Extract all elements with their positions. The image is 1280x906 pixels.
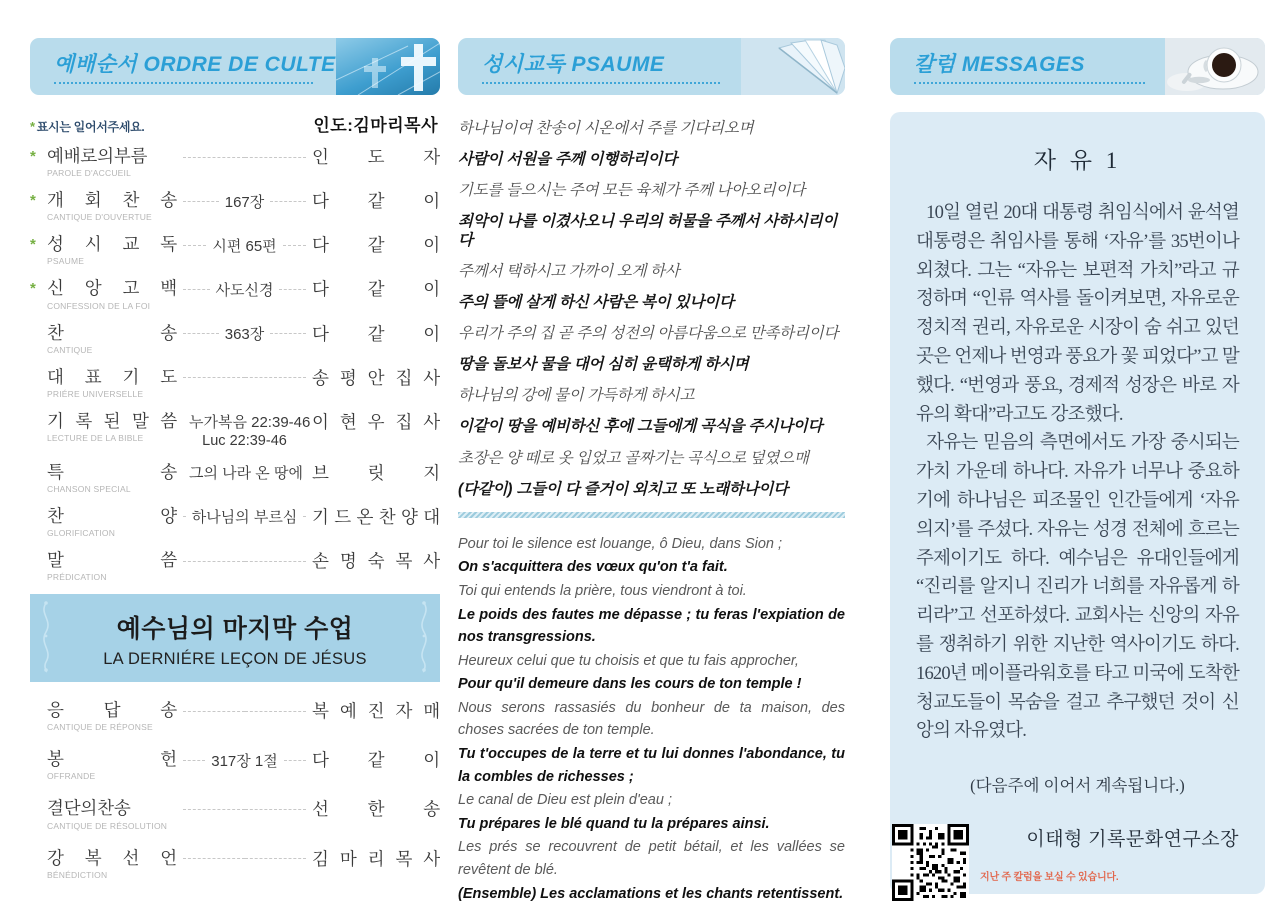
header-text-area xyxy=(890,38,1165,95)
worship-order-list xyxy=(30,146,440,582)
dashed-leader-line xyxy=(284,760,306,761)
order-item-label-korean: 신 앙 고 백 xyxy=(47,278,177,299)
worship-order-row xyxy=(30,278,440,310)
order-item-label xyxy=(47,550,177,582)
sermon-title-korean: 예수님의 마지막 수업 xyxy=(116,615,354,644)
asterisk-icon xyxy=(30,367,47,369)
order-item-performer: 김 마 리 목 사 xyxy=(312,848,440,869)
book-photo-image xyxy=(741,38,845,95)
psalm-line-korean: 이같이 땅을 예비하신 후에 그들에게 곡식을 주시나이다 xyxy=(458,418,823,436)
dashed-leader-line xyxy=(279,289,306,290)
order-item-label-korean: 기 록 된 말 씀 xyxy=(47,410,177,431)
order-item-label-french: CANTIQUE DE RÉPONSE xyxy=(47,722,153,733)
psalm-line-korean: 하나님의 강에 물이 가득하게 하시고 xyxy=(458,387,695,405)
order-item-label xyxy=(47,700,177,732)
qr-code xyxy=(892,824,969,901)
psalm-korean-lines xyxy=(458,120,845,499)
psalm-line-korean: 죄악이 나를 이겼사오니 우리의 허물을 주께서 사하시리이다 xyxy=(458,213,838,249)
messages-header xyxy=(890,38,1265,95)
order-item-label-french: CANTIQUE xyxy=(47,344,93,355)
psalm-line-french: Pour qu'il demeure dans les cours de ton temple ! xyxy=(458,676,802,693)
order-item-label-korean: 결단의찬송 xyxy=(47,798,131,819)
dashed-leader-line xyxy=(245,377,307,378)
worship-order-row xyxy=(30,749,440,781)
dashed-leader-line xyxy=(183,858,245,859)
dashed-leader-line xyxy=(183,809,245,810)
order-item-detail xyxy=(177,146,312,168)
order-item-value: 363장 xyxy=(224,326,265,343)
order-item-performer: 송 평 안 집 사 xyxy=(312,367,440,388)
order-item-label-korean: 찬 송 xyxy=(47,322,177,343)
order-item-detail xyxy=(177,278,312,300)
psalm-line-french: On s'acquittera des vœux qu'on t'a fait. xyxy=(458,559,728,576)
order-item-label xyxy=(47,462,177,494)
order-item-value: 시편 65편 xyxy=(212,237,277,255)
psalm-line-korean: 주의 뜰에 살게 하신 사람은 복이 있나이다 xyxy=(458,294,734,312)
article-author: 이태형 기록문화연구소장 xyxy=(1026,829,1239,851)
order-item-detail xyxy=(177,323,312,345)
cross-photo-image xyxy=(336,38,440,95)
dashed-leader-line xyxy=(183,561,245,562)
order-item-label-french: CONFESSION DE LA FOI xyxy=(47,300,151,311)
sermon-title-box xyxy=(30,594,440,682)
dashed-leader-line xyxy=(183,333,219,334)
asterisk-icon xyxy=(30,848,47,850)
dashed-leader-line xyxy=(183,377,245,378)
psalm-line-korean: 우리가 주의 집 곧 주의 성전의 아름다움으로 만족하리이다 xyxy=(458,325,839,343)
asterisk-icon xyxy=(30,506,47,508)
order-item-label-korean: 찬 양 xyxy=(47,505,177,526)
order-item-detail xyxy=(177,190,312,212)
order-item-value: 167장 xyxy=(224,193,265,211)
header-text-area xyxy=(458,38,741,95)
order-item-label-korean: 강 복 선 언 xyxy=(47,847,177,868)
order-item-detail xyxy=(177,234,312,256)
asterisk-icon xyxy=(30,550,47,552)
dashed-leader-line xyxy=(270,201,306,202)
order-item-label-korean: 특 송 xyxy=(47,461,177,482)
order-item-value: 그의 나라 온 땅에 xyxy=(189,465,303,483)
psalm-line-korean: 땅을 돌보사 물을 대어 심히 윤택하게 하시며 xyxy=(458,356,749,374)
order-item-detail xyxy=(177,462,312,484)
worship-order-row xyxy=(30,323,440,355)
dashed-leader-line xyxy=(270,333,306,334)
order-item-detail xyxy=(177,411,312,450)
psalm-line-korean: 기도를 들으시는 주여 모든 육체가 주께 나아오리이다 xyxy=(458,182,806,200)
asterisk-icon xyxy=(30,700,47,702)
flourish-ornament-icon xyxy=(413,600,435,673)
order-item-detail xyxy=(177,749,312,771)
messages-column xyxy=(890,38,1265,894)
order-item-detail xyxy=(177,798,312,820)
order-of-worship-title: 예배순서 ORDRE DE CULTE xyxy=(54,53,336,76)
dotted-rule xyxy=(482,81,720,84)
dashed-leader-line xyxy=(303,516,306,517)
to-be-continued-note: (다음주에 이어서 계속됩니다.) xyxy=(970,776,1185,796)
order-item-label-french: PAROLE D'ACCUEIL xyxy=(47,168,132,179)
order-item-detail xyxy=(177,700,312,722)
psalm-line-french: Heureux celui que tu choisis et que tu fais approcher, xyxy=(458,652,799,669)
sermon-title-french: LA DERNIÉRE LEÇON DE JÉSUS xyxy=(103,650,367,669)
psalm-line-korean: 하나님이여 찬송이 시온에서 주를 기다리오며 xyxy=(458,120,754,137)
psalm-line-french: Tu prépares le blé quand tu la prépares ainsi. xyxy=(458,815,770,832)
order-item-value: 하나님의 부르심 xyxy=(191,509,298,527)
order-item-label-korean: 성 시 교 독 xyxy=(47,234,177,255)
order-item-label-french: BÉNÉDICTION xyxy=(47,869,108,880)
dashed-leader-line xyxy=(245,561,307,562)
worship-order-row xyxy=(30,190,440,222)
psalm-line-french: Les prés se recouvrent de petit bétail, et les vallées se revêtent de blé. xyxy=(458,839,845,879)
order-item-label xyxy=(47,367,177,399)
order-item-label-korean: 봉 헌 xyxy=(47,749,177,770)
psalm-line-korean: 주께서 택하시고 가까이 오게 하사 xyxy=(458,262,680,280)
psalm-line-french: (Ensemble) Les acclamations et les chants retentissent. xyxy=(458,885,844,902)
order-item-label-korean: 말 씀 xyxy=(47,550,177,570)
order-item-label xyxy=(47,146,177,178)
psalm-line-korean: 사람이 서원을 주께 이행하리이다 xyxy=(458,151,678,169)
psalm-line-french: Le canal de Dieu est plein d'eau ; xyxy=(458,792,672,809)
order-item-label xyxy=(47,749,177,781)
worship-order-row xyxy=(30,506,440,538)
coffee-photo-image xyxy=(1165,38,1265,95)
order-item-label xyxy=(47,234,177,266)
order-item-label-french: PSAUME xyxy=(47,256,85,267)
dashed-leader-line xyxy=(245,809,307,810)
order-item-performer: 다 같 이 xyxy=(312,279,440,300)
order-item-value-secondary: Luc 22:39-46 xyxy=(202,432,287,449)
asterisk-icon: * xyxy=(30,119,35,134)
order-item-performer: 다 같 이 xyxy=(312,750,440,771)
asterisk-icon: * xyxy=(30,192,36,210)
dotted-rule xyxy=(914,81,1145,84)
order-item-label-french: LECTURE DE LA BIBLE xyxy=(47,432,144,443)
order-item-performer: 손 명 숙 목 사 xyxy=(312,551,440,571)
psalm-line-korean: 초장은 양 떼로 옷 입었고 골짜기는 곡식으로 덮였으매 xyxy=(458,449,809,467)
order-item-detail xyxy=(177,848,312,870)
asterisk-icon: * xyxy=(30,280,36,298)
asterisk-icon xyxy=(30,323,47,325)
hatched-divider xyxy=(458,512,845,518)
worship-order-row xyxy=(30,550,440,582)
dashed-leader-line xyxy=(183,157,245,158)
order-item-performer: 다 같 이 xyxy=(312,323,440,344)
psalm-header xyxy=(458,38,845,95)
order-item-detail xyxy=(177,550,312,572)
order-item-label-korean: 대 표 기 도 xyxy=(47,366,177,387)
order-item-value: 사도신경 xyxy=(215,281,274,299)
worship-order-row xyxy=(30,146,440,178)
psalm-line-french: Le poids des fautes me dépasse ; tu feras l'expiation de nos transgressions. xyxy=(458,606,845,646)
worship-order-row xyxy=(30,462,440,494)
service-leader: 인도:김마리목사 xyxy=(313,116,438,135)
order-item-label-french: GLORIFICATION xyxy=(47,528,116,538)
order-item-label-french: CANTIQUE DE RÉSOLUTION xyxy=(47,820,168,831)
worship-order-row xyxy=(30,234,440,266)
psalm-line-korean: (다같이) 그들이 다 즐거이 외치고 또 노래하나이다 xyxy=(458,480,789,498)
order-item-detail xyxy=(177,506,312,528)
order-item-performer: 선 한 송 xyxy=(312,799,440,820)
worship-order-list-closing xyxy=(30,700,440,880)
dotted-rule xyxy=(54,81,313,84)
dashed-leader-line xyxy=(245,157,307,158)
dashed-leader-line xyxy=(245,858,307,859)
article-paragraph: 자유는 믿음의 측면에서도 가장 중시되는 가치 가운데 하나다. 자유가 너무나 중요하기에 하나님은 피조물인 인간들에게 ‘자유의지’를 주셨다. 자유는 성경 전체에 흐르는 주제이기도 하다. 예수님은 유대인들에게 “진리를 알지니 진리가 너희를 자유롭게 하리라”고 선포하셨다. 교회사는 신앙의 자유를 쟁취하기 위한 지난한 역사이기도 하다. 1620년 메이플라워호를 타고 미국에 도착한 청교도들이 목숨을 걸고 추구했던 것이 신앙의 자유였다. xyxy=(916,433,1239,742)
psalm-column xyxy=(458,38,845,906)
dashed-leader-line xyxy=(183,289,210,290)
order-of-worship-header xyxy=(30,38,440,95)
psalm-line-french: Tu t'occupes de la terre et tu lui donnes l'abondance, tu la combles de richesses ; xyxy=(458,746,845,785)
worship-order-row xyxy=(30,848,440,880)
order-item-label-french: OFFRANDE xyxy=(47,771,96,782)
qr-caption: 지난 주 칼럼을 보실 수 있습니다. xyxy=(980,872,1119,883)
order-item-detail xyxy=(177,367,312,389)
column-article-box xyxy=(890,112,1265,894)
order-of-worship-column xyxy=(30,38,440,897)
stand-notice xyxy=(30,118,144,135)
asterisk-icon xyxy=(30,798,47,800)
psalm-line-french: Toi qui entends la prière, tous viendront à toi. xyxy=(458,582,747,599)
psalm-line-french: Pour toi le silence est louange, ô Dieu, dans Sion ; xyxy=(458,535,783,552)
asterisk-icon xyxy=(30,462,47,464)
psalm-title: 성시교독 PSAUME xyxy=(482,53,665,76)
dashed-leader-line xyxy=(183,245,206,246)
order-subheader xyxy=(30,111,438,136)
psalm-french-lines xyxy=(458,533,845,906)
dashed-leader-line xyxy=(183,760,205,761)
psalm-line-french: Nous serons rassasiés du bonheur de ta maison, des choses sacrées de ton temple. xyxy=(458,699,845,739)
order-item-label xyxy=(47,798,177,830)
worship-order-row xyxy=(30,367,440,399)
dashed-leader-line xyxy=(183,711,245,712)
stand-notice-text: 표시는 일어서주세요. xyxy=(36,120,145,134)
order-item-label-korean: 개 회 찬 송 xyxy=(47,190,177,211)
order-item-performer: 복 예 진 자 매 xyxy=(312,701,440,722)
worship-order-row xyxy=(30,798,440,830)
order-item-performer: 다 같 이 xyxy=(312,191,440,212)
order-item-label-korean: 예배로의부름 xyxy=(47,146,148,166)
worship-order-row xyxy=(30,411,440,450)
asterisk-icon: * xyxy=(30,148,36,165)
order-item-label xyxy=(47,278,177,310)
dashed-leader-line xyxy=(183,201,219,202)
article-title: 자 유 1 xyxy=(1033,148,1122,173)
dashed-leader-line xyxy=(283,245,306,246)
order-item-performer: 인 도 자 xyxy=(312,147,440,167)
order-item-label xyxy=(47,323,177,355)
order-item-value: 누가복음 22:39-46 xyxy=(189,414,311,432)
asterisk-icon xyxy=(30,411,47,413)
flourish-ornament-icon xyxy=(35,600,57,673)
dashed-leader-line xyxy=(245,711,307,712)
order-item-label xyxy=(47,190,177,222)
order-item-label-korean: 응 답 송 xyxy=(47,700,177,721)
asterisk-icon xyxy=(30,749,47,751)
order-item-label-french: CANTIQUE D'OUVERTUE xyxy=(47,212,152,223)
order-item-label xyxy=(47,411,177,443)
messages-title: 칼럼 MESSAGES xyxy=(914,53,1085,76)
order-item-performer: 기 드 온 찬 양 대 xyxy=(312,506,440,527)
header-text-area xyxy=(30,38,336,95)
article-paragraph: 10일 열린 20대 대통령 취임식에서 윤석열 대통령은 취임사를 통해 ‘자유’를 35번이나 외쳤다. 그는 “자유는 보편적 가치”라고 규정하며 “인류 역사를 돌이켜보면, 자유로운 정치적 권리, 자유로운 시장이 숨 쉬고 있던 곳은 언제나 번영과 풍요가 꽃 피었다”고 말했다. “번영과 풍요, 경제적 성장은 바로 자유의 확대”라고도 강조했다. xyxy=(916,203,1239,425)
asterisk-icon: * xyxy=(30,236,36,254)
order-item-label-french: PRIÉRE UNIVERSELLE xyxy=(47,388,144,399)
order-item-label-french: CHANSON SPECIAL xyxy=(47,483,131,494)
order-item-performer: 브 릿 지 xyxy=(312,462,440,483)
order-item-performer: 이 현 우 집 사 xyxy=(312,411,440,432)
order-item-label xyxy=(47,506,177,538)
article-body xyxy=(916,199,1239,746)
order-item-label-french: PRÉDICATION xyxy=(47,572,107,583)
order-item-label xyxy=(47,848,177,880)
order-item-performer: 다 같 이 xyxy=(312,235,440,256)
worship-order-row xyxy=(30,700,440,732)
order-item-value: 317장 1절 xyxy=(211,752,278,770)
